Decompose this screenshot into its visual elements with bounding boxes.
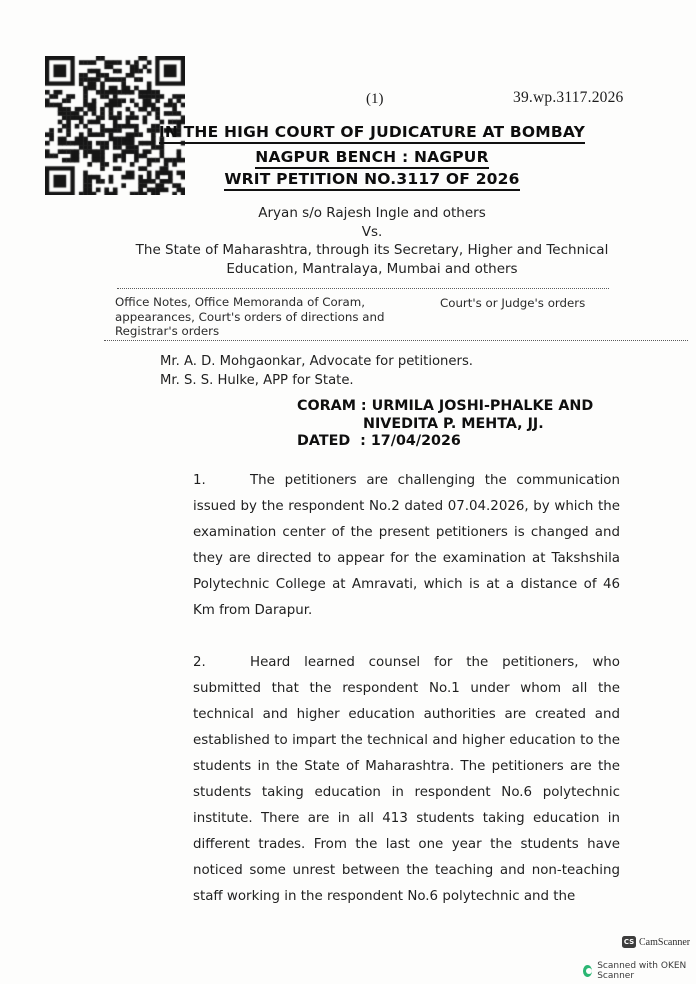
camscanner-watermark [622,936,690,948]
petition-title-block [48,169,696,191]
paragraph-2 [193,650,620,910]
coram-date-line: DATED : 17/04/2026 [297,433,461,449]
petition-title: WRIT PETITION NO.3117 OF 2026 [224,169,519,191]
oken-scanner-watermark [583,961,696,981]
paragraph-1-number: 1. [193,473,206,488]
coram-judges-line2: NIVEDITA P. MEHTA, JJ. [363,415,544,432]
paragraph-2-number: 2. [193,655,206,670]
parties-block [48,204,696,278]
page-number: (1) [366,91,384,107]
court-title-block [48,122,696,169]
dotted-rule-bottom [104,340,688,341]
appearances-block [160,353,473,390]
case-reference: 39.wp.3117.2026 [513,89,624,106]
petitioner-advocate: Mr. A. D. Mohgaonkar, Advocate for petitioners. [160,354,474,369]
respondent-line2: Education, Mantralaya, Mumbai and others [226,260,518,277]
paragraph-1-text: The petitioners are challenging the communication issued by the respondent No.2 dated 07.04.2026, by which the examination center of the present petitioners is changed and they are directed to appear for the examination at Takshshila Polytechnic College at Amravati, which is at a distance of 46 Km from Darapur. [193,473,620,618]
oken-scanner-icon [583,965,592,977]
state-advocate: Mr. S. S. Hulke, APP for State. [160,372,354,388]
paragraph-2-text: Heard learned counsel for the petitioners, who submitted that the respondent No.1 under whom all the technical and higher education authorities are created and established to impart the technical and higher education to the students in the State of Maharashtra. The petitioners are the students taking education in respondent No.6 polytechnic institute. There are in all 413 students taking education in different trades. From the last one year the students have noticed some unrest between the teaching and non-teaching staff working in the respondent No.6 polytechnic and the [193,655,620,904]
coram-judges-line1: CORAM : URMILA JOSHI-PHALKE AND [297,398,594,414]
court-name-line1: IN THE HIGH COURT OF JUDICATURE AT BOMBAY [159,122,585,144]
camscanner-label: CamScanner [639,936,691,948]
dotted-rule-top [117,288,609,289]
order-body [193,468,620,936]
court-name-line2: NAGPUR BENCH : NAGPUR [255,147,488,169]
respondent-line1: The State of Maharashtra, through its Secretary, Higher and Technical [135,242,609,258]
coram-block [297,398,593,451]
office-notes-heading: Office Notes, Office Memoranda of Coram, appearances, Court's orders of directions and Registrar's orders [115,295,385,338]
oken-scanner-label: Scanned with OKEN Scanner [597,961,687,981]
judges-orders-heading: Court's or Judge's orders [440,296,586,310]
paragraph-1 [193,468,620,624]
camscanner-logo-icon: CS [622,936,636,948]
versus-label: Vs. [361,223,383,240]
petitioner-name: Aryan s/o Rajesh Ingle and others [258,205,486,221]
